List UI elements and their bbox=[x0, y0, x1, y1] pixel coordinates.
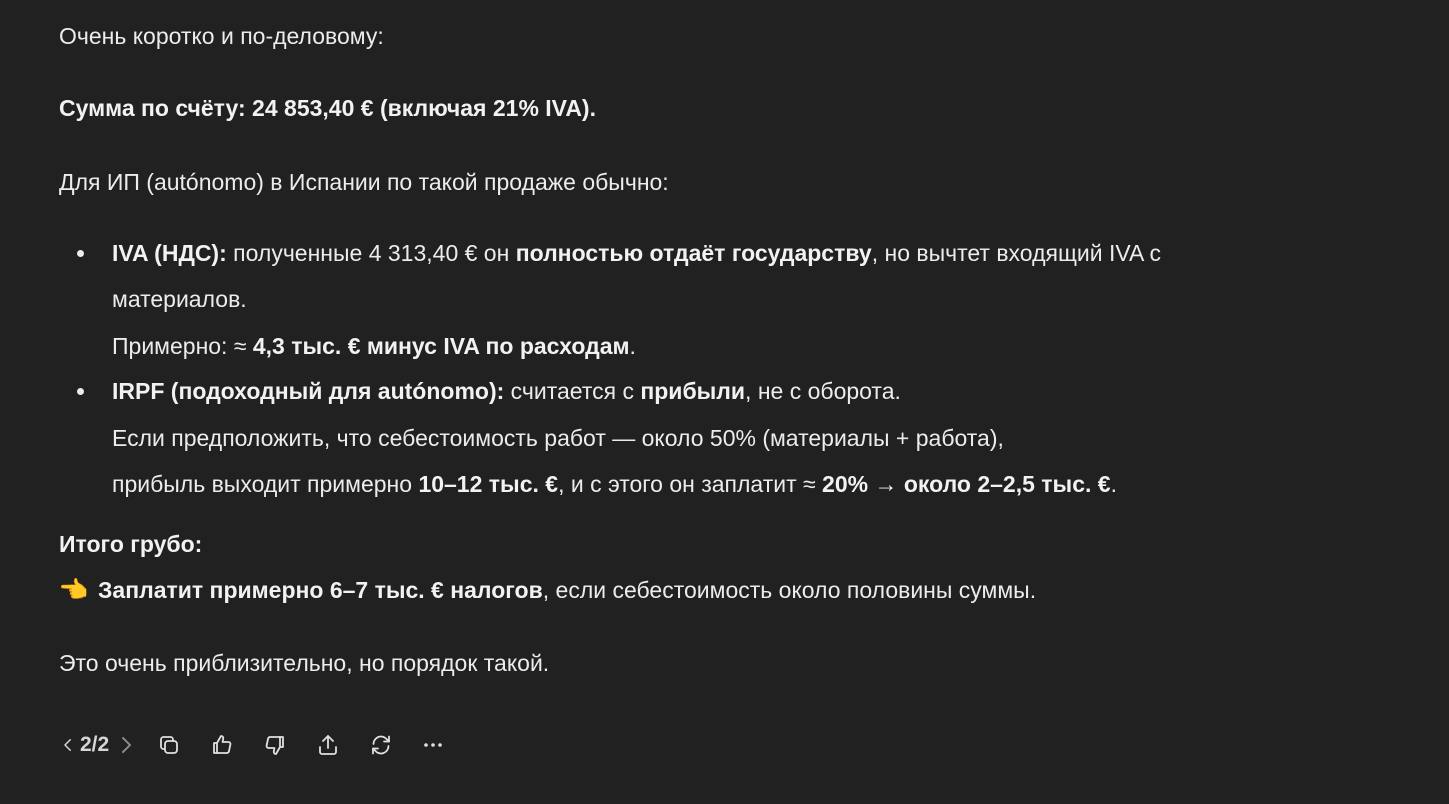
regenerate-icon bbox=[369, 733, 393, 757]
bullet-dot bbox=[77, 250, 84, 257]
line3-bold1: 10–12 тыс. € bbox=[418, 471, 559, 497]
bullet-dot bbox=[77, 388, 84, 395]
bullet-irpf bbox=[112, 376, 901, 406]
response-pager: 2/2 bbox=[80, 733, 110, 756]
previous-response-button[interactable] bbox=[59, 728, 77, 762]
next-response-button[interactable] bbox=[112, 728, 140, 762]
bullet-iva-text2: , но вычтет входящий IVA с bbox=[871, 240, 1161, 266]
approx-end: . bbox=[629, 333, 636, 359]
bullet-iva-text: полученные 4 313,40 € он bbox=[226, 240, 516, 266]
intro-text: Очень коротко и по-деловому: bbox=[59, 23, 384, 49]
thumbs-down-icon bbox=[263, 733, 287, 757]
more-actions-button[interactable] bbox=[416, 728, 450, 762]
bullet-iva-bold: полностью отдаёт государству bbox=[515, 240, 872, 266]
summary-line bbox=[59, 575, 1036, 606]
bullet-irpf-line3 bbox=[112, 469, 1117, 499]
thumbs-up-icon bbox=[210, 733, 234, 757]
closing-text: Это очень приблизительно, но порядок такой. bbox=[59, 650, 550, 676]
bullet-iva-cont: материалов. bbox=[112, 286, 247, 312]
total-sum-text: Сумма по счёту: 24 853,40 € (включая 21% IVA). bbox=[59, 95, 596, 121]
message-toolbar bbox=[59, 728, 450, 762]
bullet-iva bbox=[112, 238, 1161, 268]
summary-rest: , если себестоимость около половины суммы. bbox=[542, 577, 1037, 603]
line3-text1: прибыль выходит примерно bbox=[112, 471, 419, 497]
share-button[interactable] bbox=[311, 728, 345, 762]
summary-title bbox=[59, 529, 202, 559]
bad-response-button[interactable] bbox=[258, 728, 292, 762]
total-sum bbox=[59, 93, 596, 123]
approx-label: Примерно: ≈ bbox=[112, 333, 253, 359]
good-response-button[interactable] bbox=[205, 728, 239, 762]
chevron-left-icon bbox=[59, 733, 77, 757]
bullet-iva-approx bbox=[112, 331, 636, 361]
bullet-irpf-bold: прибыли bbox=[640, 378, 746, 404]
bullet-irpf-line2: Если предположить, что себестоимость работ — около 50% (материалы + работа), bbox=[112, 425, 1004, 451]
chevron-right-icon bbox=[114, 733, 138, 757]
pointing-hand-icon: 👉 bbox=[59, 577, 89, 604]
bullet-irpf-text2: , не с оборота. bbox=[745, 378, 901, 404]
copy-button[interactable] bbox=[152, 728, 186, 762]
summary-title-text: Итого грубо: bbox=[59, 531, 203, 557]
bullet-irpf-text: считается с bbox=[504, 378, 641, 404]
more-icon bbox=[421, 733, 445, 757]
share-icon bbox=[316, 733, 340, 757]
summary-bold: Заплатит примерно 6–7 тыс. € налогов bbox=[98, 577, 543, 603]
approx-bold: 4,3 тыс. € минус IVA по расходам bbox=[252, 333, 630, 359]
context-text: Для ИП (autónomo) в Испании по такой продаже обычно: bbox=[59, 169, 669, 195]
regenerate-button[interactable] bbox=[364, 728, 398, 762]
copy-icon bbox=[157, 733, 181, 757]
line3-bold2: 20% → около 2–2,5 тыс. € bbox=[822, 471, 1111, 497]
bullet-irpf-head: IRPF (подоходный для autónomo): bbox=[112, 378, 505, 404]
line3-text2: , и с этого он заплатит ≈ bbox=[558, 471, 823, 497]
line3-end: . bbox=[1110, 471, 1117, 497]
bullet-iva-head: IVA (НДС): bbox=[112, 240, 227, 266]
